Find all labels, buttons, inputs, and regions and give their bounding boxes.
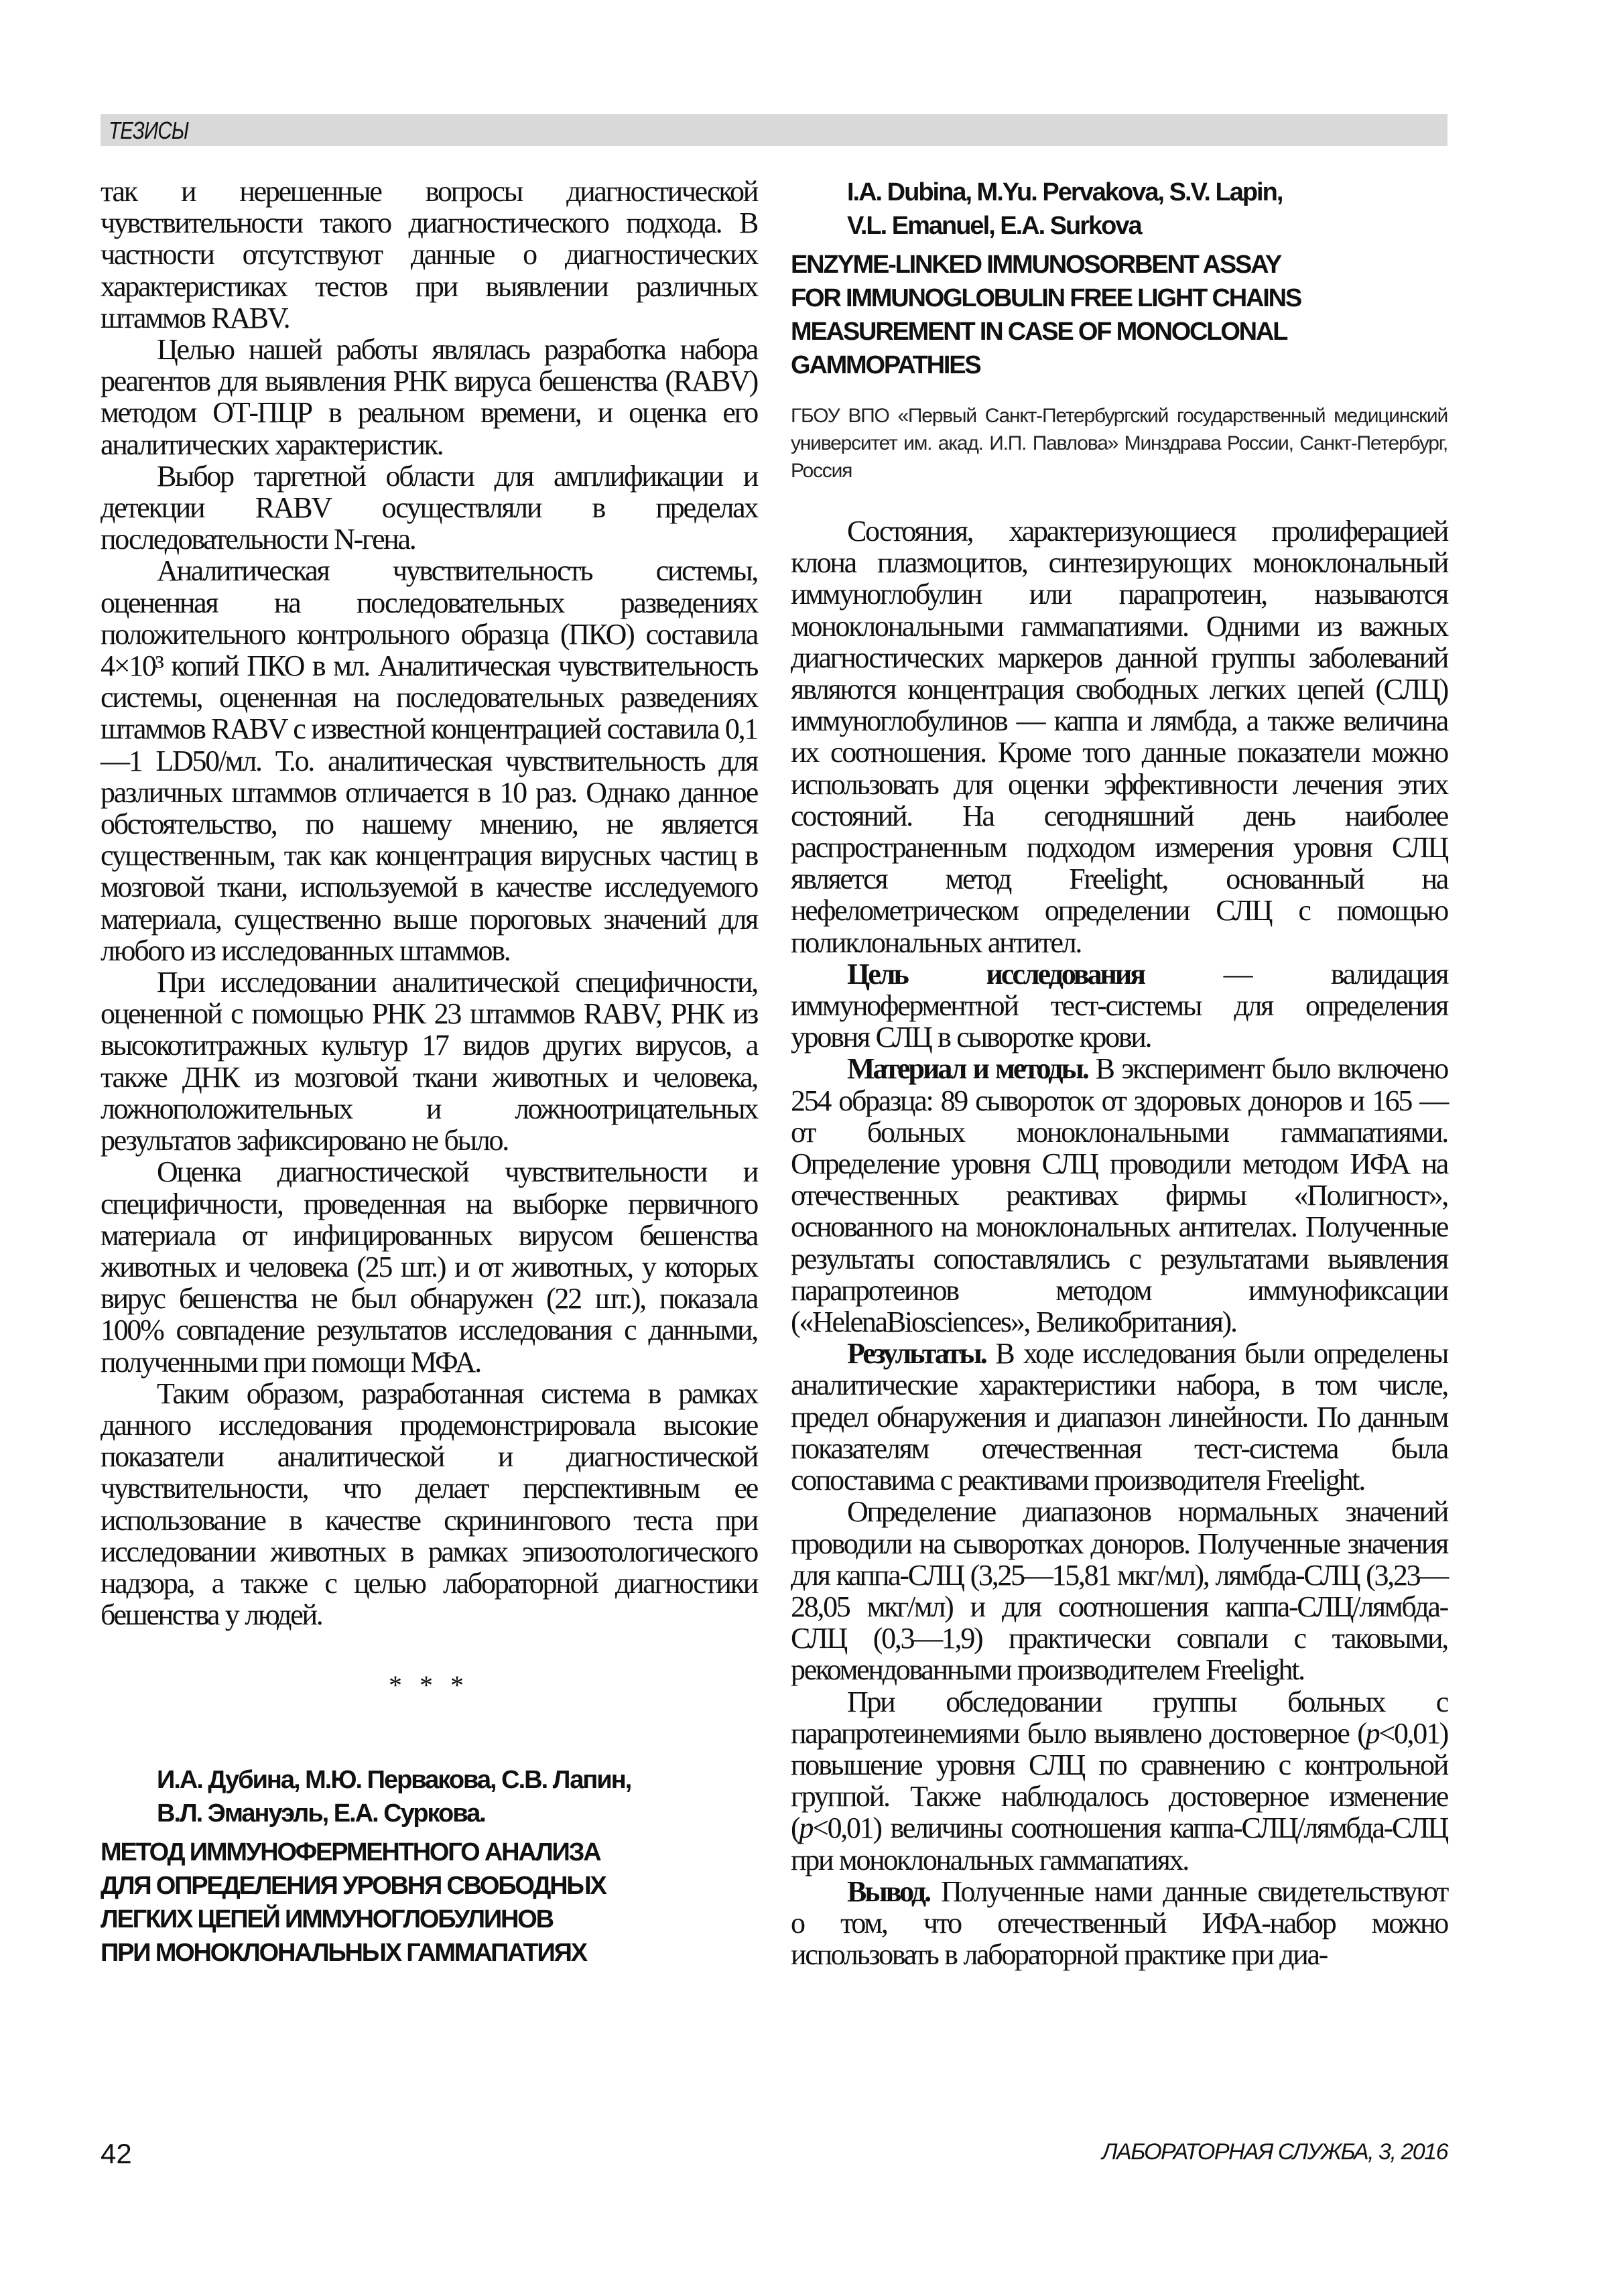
ranges-paragraph: Определение диапазонов нормальных значений проводили на сыворотках доноров. Полученные значения для каппа-СЛЦ (3,25—15,81 мкг/мл), лямбда-СЛЦ (3,23—28,05 мкг/мл) и для соотношения каппа-СЛЦ/лямбда-СЛЦ (0,3—1,9) практически совпали с таковыми, рекомендованными производителем Freelight.	[791, 1495, 1448, 1687]
paragraph: При исследовании аналитической специфичности, оцененной с помощью РНК 23 штаммов RABV, РНК из высокотитражных культур 17 видов других вирусов, а также ДНК из мозговой ткани животных и человека, ложноположительных и ложноотрицательных результатов зафиксировано не было.	[101, 966, 757, 1157]
en-article-title	[791, 248, 1448, 382]
methods-paragraph	[791, 1053, 1448, 1338]
intro-paragraph: Состояния, характеризующиеся пролиферацией клона плазмоцитов, синтезирующих моноклональный иммуноглобулин или парапротеин, называются моноклональными гаммапатиями. Одними из важных диагностических маркеров данной группы заболеваний являются концентрация свободных легких цепей (СЛЦ) иммуноглобулинов — каппа и лямбда, а также величина их соотношения. Кроме того данные показатели можно использовать для оценки эффективности лечения этих состояний. На сегодняшний день наиболее распространенным подходом измерения уровня СЛЦ является метод Freelight, основанный на нефелометрическом определении СЛЦ с помощью поликлональных антител.	[791, 515, 1448, 959]
en-authors-line-1: I.A. Dubina, M.Yu. Pervakova, S.V. Lapin,	[847, 178, 1283, 206]
section-title: ТЕЗИСЫ	[109, 117, 189, 144]
page-number: 42	[101, 2138, 132, 2169]
conclusion-paragraph	[791, 1876, 1448, 1971]
paragraph: Целью нашей работы являлась разработка набора реагентов для выявления РНК вируса бешенства (RABV) методом ОТ-ПЦР в реальном времени, и оценка его аналитических характеристик.	[101, 333, 757, 461]
section-separator: * * *	[389, 1670, 469, 1701]
conclusion-text: Полученные нами данные свидетельствуют о том, что отечественный ИФА-набор можно использовать в лабораторной практике при диа-	[791, 1874, 1448, 1972]
title-line: ДЛЯ ОПРЕДЕЛЕНИЯ УРОВНЯ СВОБОДНЫХ	[101, 1871, 606, 1900]
title-line: ПРИ МОНОКЛОНАЛЬНЫХ ГАММАПАТИЯХ	[101, 1938, 586, 1967]
title-line: ЛЕГКИХ ЦЕПЕЙ ИММУНОГЛОБУЛИНОВ	[101, 1905, 553, 1933]
affiliation: ГБОУ ВПО «Первый Санкт-Петербургский государственный медицинский университет им. акад. И.П. Павлова» Минздрава России, Санкт-Петербург, Россия	[791, 405, 1448, 482]
p-symbol: p	[799, 1811, 813, 1845]
title-line: MEASUREMENT IN CASE OF MONOCLONAL	[791, 318, 1287, 346]
results-lead: Результаты.	[847, 1337, 986, 1370]
title-line: GAMMOPATHIES	[791, 351, 980, 379]
aim-paragraph	[791, 958, 1448, 1054]
paragraph: Аналитическая чувствительность системы, оцененная на последовательных разведениях положительного контрольного образца (ПКО) составила 4×10³ копий ПКО в мл. Аналитическая чувствительность системы, оцененная на последовательных разведениях штаммов RABV с известной концентрацией составила 0,1—1 LD50/мл. Т.о. аналитическая чувствительность для различных штаммов отличается в 10 раз. Однако данное обстоятельство, по нашему мнению, не является существенным, так как концентрация вирусных частиц в мозговой ткани, используемой в качестве исследуемого материала, существенно выше пороговых значений для любого из исследованных штаммов.	[101, 554, 757, 967]
title-line: МЕТОД ИММУНОФЕРМЕНТНОГО АНАЛИЗА	[101, 1838, 600, 1866]
paragraph: Оценка диагностической чувствительности и специфичности, проведенная на выборке первичного материала от инфицированных вирусом бешенства животных и человека (25 шт.) и от животных, у которых вирус бешенства не был обнаружен (22 шт.), показала 100% совпадение результатов исследования с данными, полученными при помощи МФА.	[101, 1155, 757, 1379]
p-symbol: p	[1365, 1716, 1379, 1750]
en-authors-line-2: V.L. Emanuel, E.A. Surkova	[847, 212, 1141, 240]
ru-authors-line-1: И.А. Дубина, М.Ю. Первакова, С.В. Лапин,	[157, 1765, 631, 1794]
aim-text: — валидация иммуноферментной тест-системы для определения уровня СЛЦ в сыворотке крови.	[791, 957, 1448, 1054]
right-column	[791, 176, 1448, 1970]
patients-paragraph	[791, 1686, 1448, 1876]
paragraph: Выбор таргетной области для амплификации и детекции RABV осуществляли в пределах последовательности N-гена.	[101, 459, 757, 556]
section-header-band	[101, 114, 1448, 146]
patients-text: <0,01) величины соотношения каппа-СЛЦ/лямбда-СЛЦ при моноклональных гаммапатиях.	[791, 1811, 1448, 1876]
abstract-body	[791, 515, 1448, 1970]
patients-text: <0,01) повышение уровня СЛЦ по сравнению с контрольной группой. Также наблюдалось достоверное изменение (	[791, 1716, 1448, 1845]
left-column	[101, 176, 757, 1970]
methods-lead: Материал и методы.	[847, 1052, 1088, 1086]
ru-article-title	[101, 1836, 757, 1970]
aim-lead: Цель исследования	[847, 957, 1145, 991]
paragraph: так и нерешенные вопросы диагностической чувствительности такого диагностического подхода. В частности отсутствуют данные о диагностических характеристиках тестов при выявлении различных штаммов RABV.	[101, 175, 757, 334]
results-paragraph	[791, 1338, 1448, 1496]
title-line: FOR IMMUNOGLOBULIN FREE LIGHT CHAINS	[791, 284, 1301, 312]
ru-authors-line-2: В.Л. Эмануэль, Е.А. Суркова.	[157, 1799, 485, 1828]
methods-text: В эксперимент было включено 254 образца: 89 сывороток от здоровых доноров и 165 — от больных моноклональными гаммапатиями. Определение уровня СЛЦ проводили методом ИФА на отечественных реактивах фирмы «Полигност», основанного на моноклональных антителах. Полученные результаты сопоставлялись с результатами выявления парапротеинов методом иммунофиксации («HelenaBiosciences», Великобритания).	[791, 1052, 1448, 1339]
patients-text: При обследовании группы больных с парапротеинемиями было выявлено достоверное (	[791, 1685, 1448, 1750]
conclusion-lead: Вывод.	[847, 1874, 930, 1908]
journal-footer: ЛАБОРАТОРНАЯ СЛУЖБА, 3, 2016	[1102, 2139, 1448, 2165]
results-text: В ходе исследования были определены аналитические характеристики набора, в том числе, предел обнаружения и диапазон линейности. По данным показателям отечественная тест-система была сопоставима с реактивами производителя Freelight.	[791, 1337, 1448, 1497]
paragraph: Таким образом, разработанная система в рамках данного исследования продемонстрировала высокие показатели аналитической и диагностической чувствительности, что делает перспективным ее использование в качестве скринингового теста при исследовании животных в рамках эпизоотологического надзора, а также с целью лабораторной диагностики бешенства у людей.	[101, 1377, 757, 1632]
title-line: ENZYME-LINKED IMMUNOSORBENT ASSAY	[791, 251, 1281, 279]
